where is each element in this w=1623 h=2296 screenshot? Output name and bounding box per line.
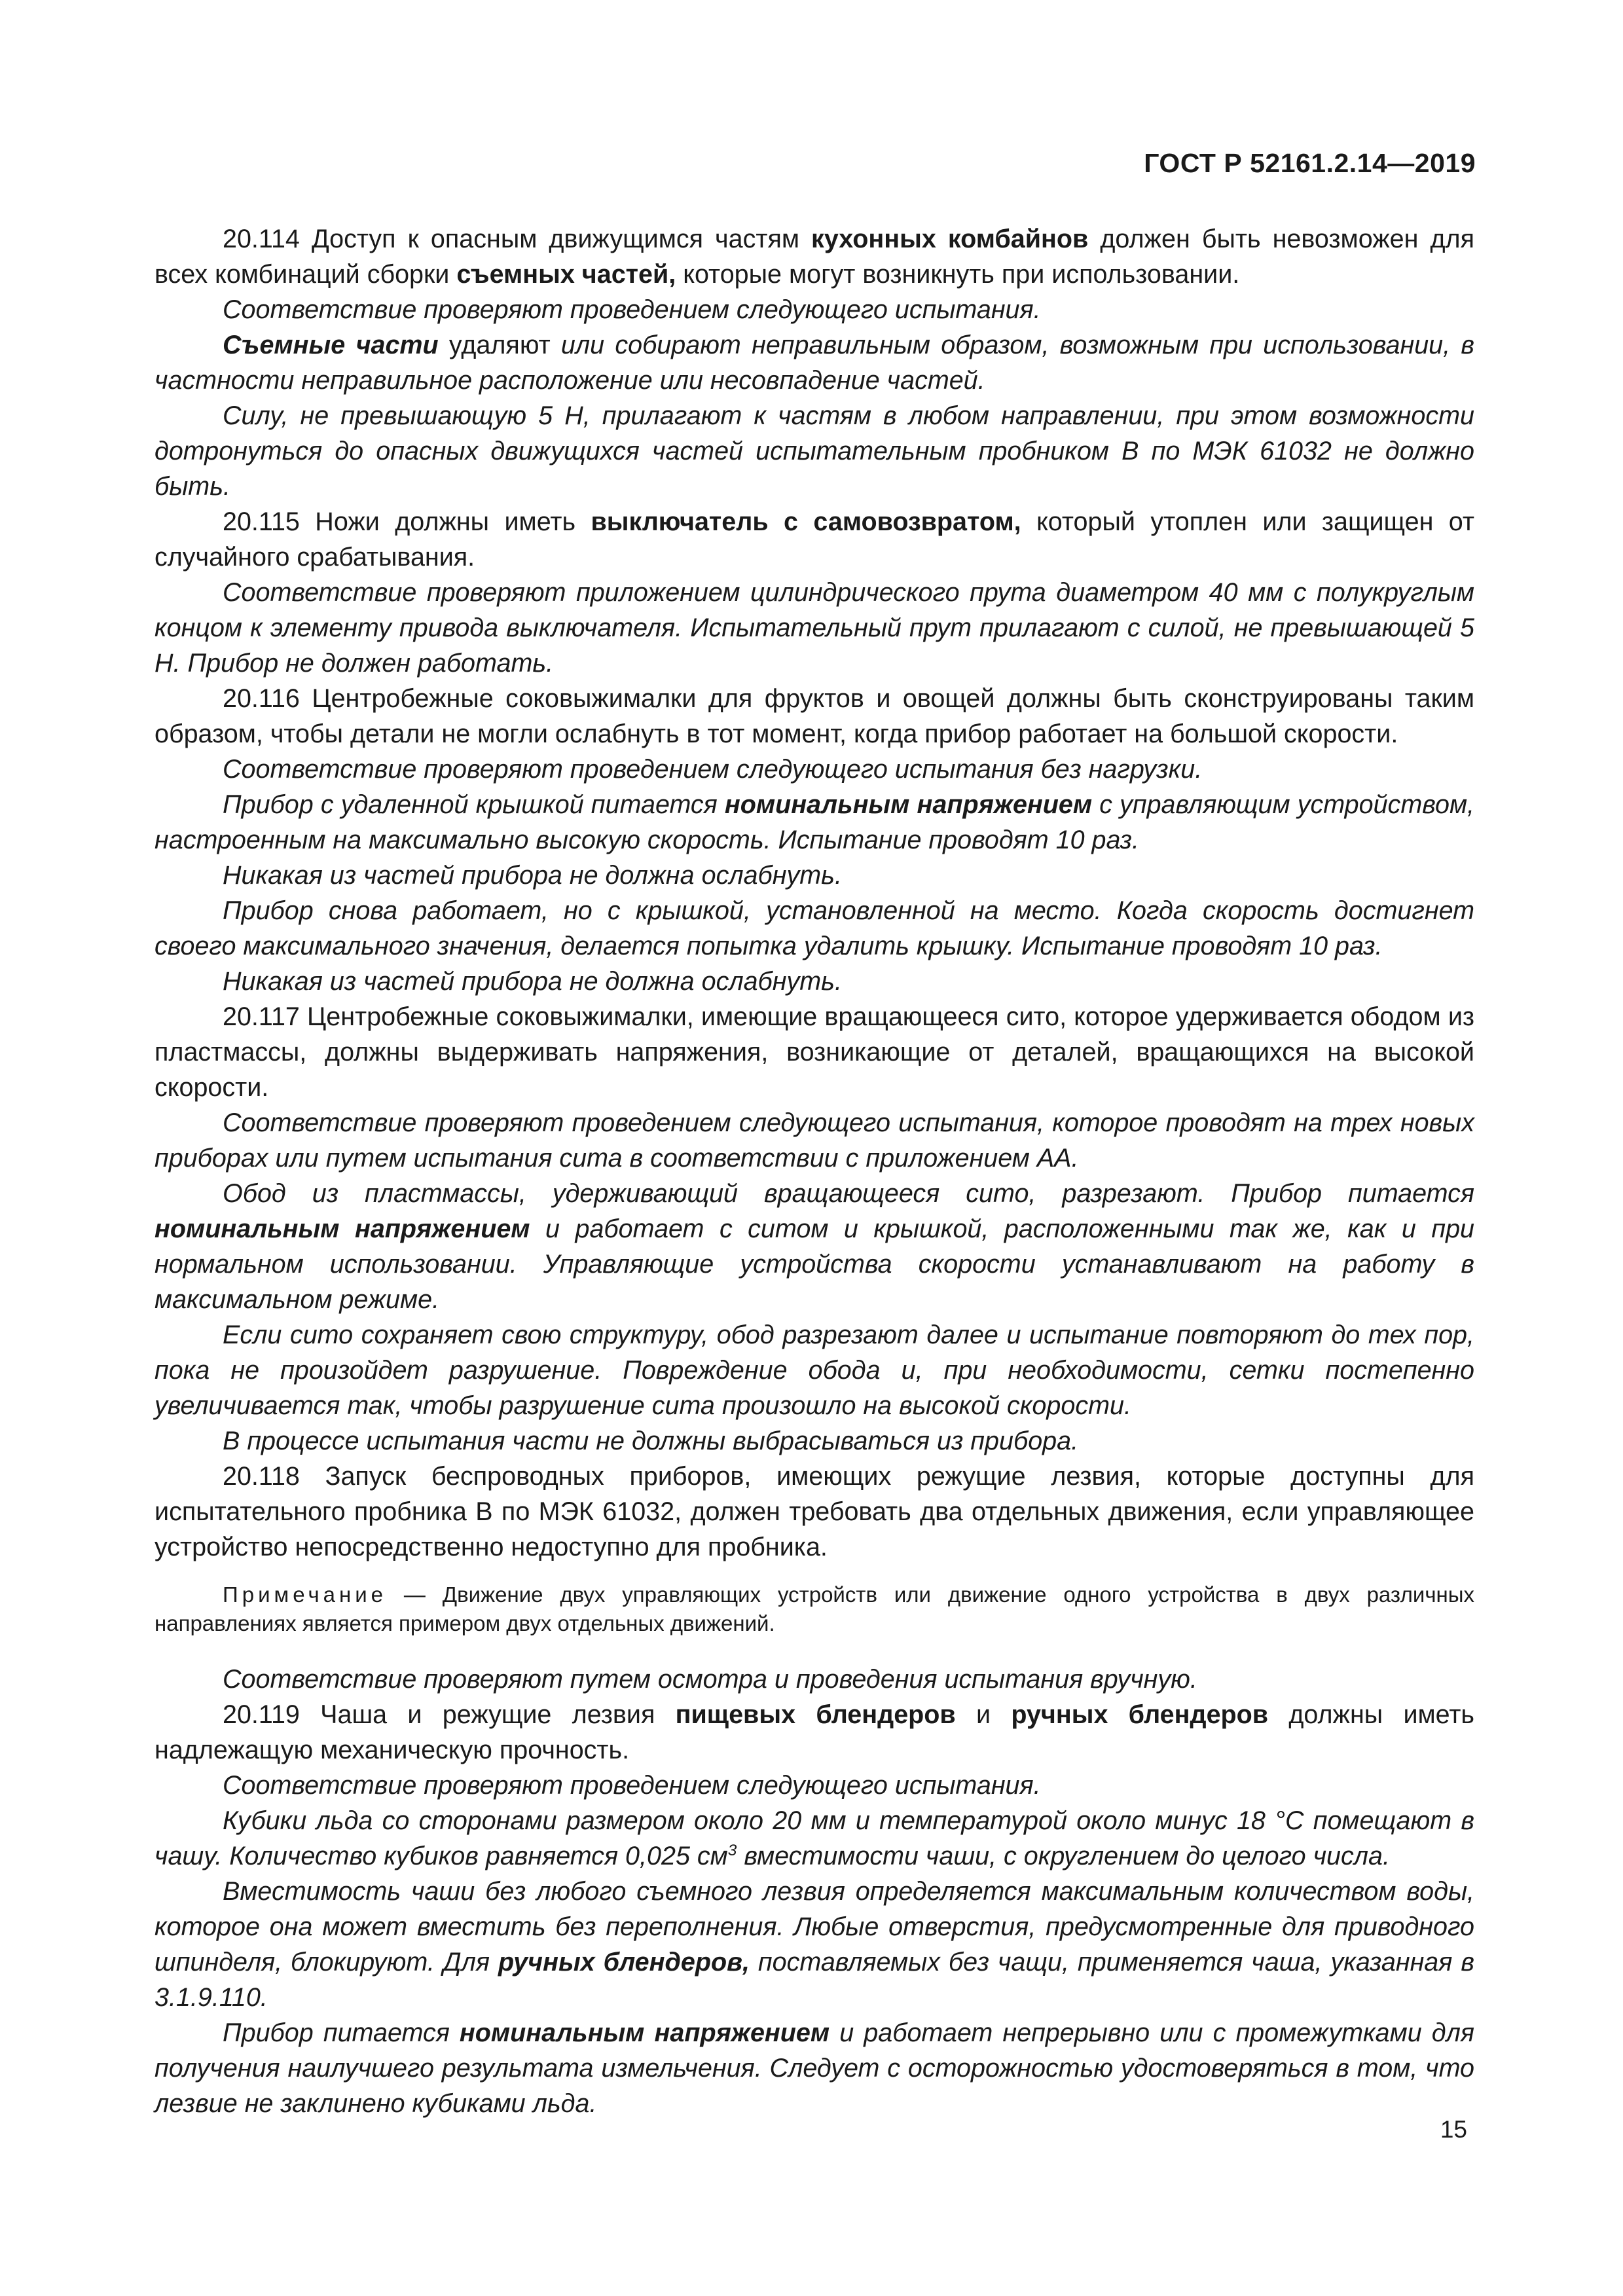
term-bold: ручных блендеров, bbox=[498, 1948, 750, 1977]
test-text: с управляющим устройством, настроенным на максимально высокую скорость. Испытание проводят 10 раз. bbox=[155, 790, 1474, 854]
test-text: Кубики льда со сторонами размером около 20 мм и температурой около минус 18 °С помещают в чашу. Количество кубиков равняется 0,025 см bbox=[155, 1806, 1474, 1870]
term-bold: номинальным напряжением bbox=[459, 2018, 830, 2047]
document-body bbox=[155, 221, 1474, 2121]
test-text: и работает непрерывно или с промежутками для получения наилучшего результата измельчения. Следует с осторожностью удостоверяться в том, что лезвие не заклинено кубиками льда. bbox=[155, 2018, 1474, 2118]
clause-text: должны иметь надлежащую механическую прочность. bbox=[155, 1700, 1474, 1764]
clause-number: 20.115 bbox=[223, 507, 300, 536]
test-paragraph: В процессе испытания части не должны выбрасываться из прибора. bbox=[223, 1427, 1079, 1455]
compliance-check: Соответствие проверяют приложением цилиндрического прута диаметром 40 мм с полукруглым концом к элементу привода выключателя. Испытательный прут прилагают с силой, не превышающей 5 Н. Прибор не должен работать. bbox=[155, 578, 1474, 678]
test-text: и работает с ситом и крышкой, расположенными так же, как и при нормальном использовании. Управляющие устройства скорости устанавливают на работу в максимальном режиме. bbox=[155, 1214, 1474, 1314]
compliance-check: Соответствие проверяют проведением следующего испытания. bbox=[223, 295, 1041, 324]
compliance-check: Соответствие проверяют путем осмотра и проведения испытания вручную. bbox=[223, 1665, 1197, 1694]
clause-number: 20.117 bbox=[223, 1002, 300, 1031]
clause-text: Центробежные соковыжималки, имеющие вращающееся сито, которое удерживается ободом из пластмассы, должны выдерживать напряжения, возникающие от деталей, вращающихся на высокой скорости. bbox=[155, 1002, 1474, 1102]
compliance-check: Соответствие проверяют проведением следующего испытания, которое проводят на трех новых приборах или путем испытания сита в соответствии с приложением АА. bbox=[155, 1108, 1474, 1173]
clause-text: который утоплен или защищен от случайного срабатывания. bbox=[155, 507, 1474, 572]
term-bold: Съемные части bbox=[223, 331, 439, 359]
clause-number: 20.114 bbox=[223, 225, 300, 253]
test-paragraph: Если сито сохраняет свою структуру, обод разрезают далее и испытание повторяют до тех пор, пока не произойдет разрушение. Повреждение обода и, при необходимости, сетки постепенно увеличивается так, чтобы разрушение сита произошло на высокой скорости. bbox=[155, 1321, 1474, 1420]
test-paragraph: Силу, не превышающую 5 Н, прилагают к частям в любом направлении, при этом возможности дотронуться до опасных движущихся частей испытательным пробником В по МЭК 61032 не должно быть. bbox=[155, 401, 1474, 501]
test-paragraph: Прибор снова работает, но с крышкой, установленной на место. Когда скорость достигнет своего максимального значения, делается попытка удалить крышку. Испытание проводят 10 раз. bbox=[155, 896, 1474, 960]
clause-20-114 bbox=[155, 221, 1474, 292]
compliance-check: Соответствие проверяют проведением следующего испытания без нагрузки. bbox=[223, 755, 1203, 784]
test-paragraph bbox=[155, 327, 1474, 398]
clause-number: 20.118 bbox=[223, 1462, 300, 1491]
term-bold: кухонных комбайнов bbox=[811, 225, 1089, 253]
term-bold: пищевых блендеров bbox=[675, 1700, 956, 1729]
clause-20-115 bbox=[155, 504, 1474, 575]
clause-text: должен быть невозможен для всех комбинаций сборки bbox=[155, 225, 1474, 289]
note bbox=[155, 1580, 1474, 1638]
clause-text: и bbox=[955, 1700, 1012, 1729]
clause-20-116 bbox=[155, 681, 1474, 752]
clause-20-118 bbox=[155, 1459, 1474, 1565]
clause-text: Ножи должны иметь bbox=[299, 507, 591, 536]
clause-text: Чаша и режущие лезвия bbox=[299, 1700, 676, 1729]
test-paragraph bbox=[155, 1176, 1474, 1317]
clause-text: которые могут возникнуть при использовании. bbox=[676, 260, 1240, 289]
document-code-header: ГОСТ Р 52161.2.14—2019 bbox=[1144, 148, 1476, 178]
term-bold: выключатель с самовозвратом, bbox=[591, 507, 1021, 536]
clause-20-117 bbox=[155, 999, 1474, 1105]
test-paragraph bbox=[155, 2015, 1474, 2121]
test-paragraph: Никакая из частей прибора не должна ослабнуть. bbox=[223, 967, 842, 996]
superscript: 3 bbox=[727, 1841, 737, 1859]
clause-20-119 bbox=[155, 1697, 1474, 1768]
term-bold: съемных частей, bbox=[456, 260, 676, 289]
term-bold: ручных блендеров bbox=[1011, 1700, 1269, 1729]
test-paragraph bbox=[155, 787, 1474, 858]
test-paragraph: Никакая из частей прибора не должна ослабнуть. bbox=[223, 861, 842, 890]
note-label: Примечание bbox=[223, 1582, 388, 1607]
test-text: вместимости чаши, с округлением до целого числа. bbox=[737, 1842, 1390, 1870]
clause-number: 20.116 bbox=[223, 684, 300, 713]
clause-number: 20.119 bbox=[223, 1700, 300, 1729]
test-text: удаляют bbox=[438, 331, 561, 359]
page-number: 15 bbox=[1440, 2116, 1467, 2143]
test-paragraph bbox=[155, 1803, 1474, 1874]
clause-text: Центробежные соковыжималки для фруктов и овощей должны быть сконструированы таким образом, чтобы детали не могли ослабнуть в тот момент, когда прибор работает на большой скорости. bbox=[155, 684, 1474, 748]
test-text: или собирают неправильным образом, возможным при использовании, в частности неправильное расположение или несовпадение частей. bbox=[155, 331, 1474, 395]
test-text: Вместимость чаши без любого съемного лезвия определяется максимальным количеством воды, которое она может вместить без переполнения. Любые отверстия, предусмотренные для приводного шпинделя, блокируют. Для bbox=[155, 1877, 1474, 1977]
test-text: Прибор питается bbox=[223, 2018, 460, 2047]
compliance-check: Соответствие проверяют проведением следующего испытания. bbox=[223, 1771, 1041, 1800]
test-paragraph bbox=[155, 1874, 1474, 2015]
clause-text: Доступ к опасным движущимся частям bbox=[299, 225, 812, 253]
test-text: Прибор с удаленной крышкой питается bbox=[223, 790, 725, 819]
term-bold: номинальным напряжением bbox=[724, 790, 1093, 819]
test-text: поставляемых без чащи, применяется чаша, указанная в 3.1.9.110. bbox=[155, 1948, 1474, 2012]
term-bold: номинальным напряжением bbox=[155, 1214, 530, 1243]
note-text: — Движение двух управляющих устройств или движение одного устройства в двух различных направлениях является примером двух отдельных движений. bbox=[155, 1582, 1474, 1635]
clause-text: Запуск беспроводных приборов, имеющих режущие лезвия, которые доступны для испытательного пробника В по МЭК 61032, должен требовать два отдельных движения, если управляющее устройство непосредственно недоступно для пробника. bbox=[155, 1462, 1474, 1561]
test-text: Обод из пластмассы, удерживающий вращающееся сито, разрезают. Прибор питается bbox=[223, 1179, 1474, 1208]
